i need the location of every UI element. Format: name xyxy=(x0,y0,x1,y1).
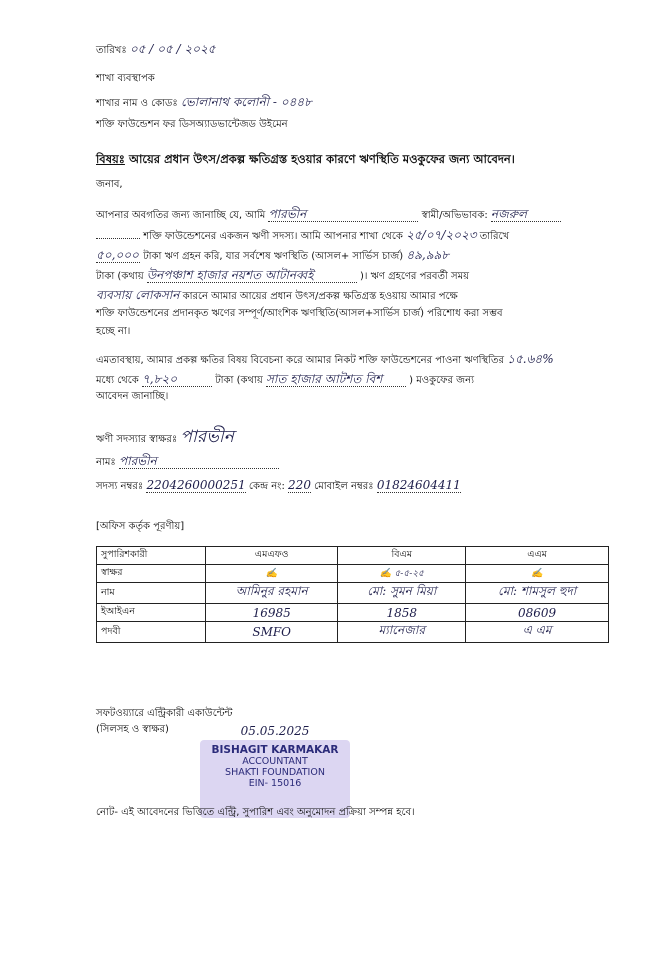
row-header: পদবী xyxy=(97,622,206,643)
accountant-date: 05.05.2025 xyxy=(240,724,310,738)
body-text: )। ঋণ গ্রহণের পরবর্তী সময় xyxy=(359,271,470,282)
salutation: জনাব, xyxy=(96,179,123,190)
center-number: 220 xyxy=(288,478,311,492)
date-value: ০৫ / ০৫ / ২০২৫ xyxy=(129,42,216,56)
applicant-name-line xyxy=(96,454,279,470)
row-header: নাম xyxy=(97,583,206,604)
guardian-field: নজরুল xyxy=(491,207,561,222)
blank-dots xyxy=(96,238,140,239)
signature-cell: ✍ xyxy=(206,565,338,583)
designation-cell: ম্যানেজার xyxy=(338,622,466,643)
member-number: 2204260000251 xyxy=(146,478,246,492)
footer-note: নোট- এই আবেদনের ভিত্তিতে এন্ট্রি, সুপারিশ এবং অনুমোদন প্রক্রিয়া সম্পন্ন হবে। xyxy=(96,807,415,818)
date-label: তারিখঃ xyxy=(96,45,127,56)
body-line-6: শক্তি ফাউন্ডেশনের প্রদানকৃত ঋণের সম্পূর্ণ/আংশিক ঋণস্থিতি(আসল+সার্ভিস চার্জ) পরিশোধ করা সম্ভব xyxy=(96,308,503,319)
stamp-ein: EIN- 15016 xyxy=(248,778,302,789)
body-text: কারনে আমার আয়ের প্রধান উৎস/প্রকল্প ক্ষতিগ্রস্ত হওয়ায় আমার পক্ষে xyxy=(182,291,458,302)
stamp-name: BISHAGIT KARMAKAR xyxy=(211,744,339,756)
subject-text: আয়ের প্রধান উৎস/প্রকল্প ক্ষতিগ্রস্ত হওয়ার কারণে ঋণস্থিতি মওকুফের জন্য আবেদন। xyxy=(128,152,515,166)
ein-cell: 16985 xyxy=(206,604,338,622)
subject-line xyxy=(96,152,515,166)
designation-cell: এ এম xyxy=(466,622,609,643)
branch-line xyxy=(96,95,312,111)
percent-field: ১৫.৬৪% xyxy=(507,352,554,366)
body-line-9 xyxy=(96,372,474,388)
body-text: এমতাবস্থায়, আমার প্রকল্প ক্ষতির বিষয় বিবেচনা করে আমার নিকট শক্তি ফাউন্ডেশনের পাওনা ঋণস্থিতির xyxy=(96,355,505,366)
body-line-4 xyxy=(96,268,469,284)
branch-value: ভোলানাথ কলোনী - ০৪৪৮ xyxy=(180,95,312,109)
column-header: বিএম xyxy=(338,547,466,565)
body-text: টাকা (কথায় xyxy=(215,375,263,386)
column-header: এমএফও xyxy=(206,547,338,565)
stamp-org: SHAKTI FOUNDATION xyxy=(225,767,325,778)
signature-cell: ✍ xyxy=(466,565,609,583)
table-row xyxy=(97,604,609,622)
recipient-title: শাখা ব্যবস্থাপক xyxy=(96,73,155,84)
waiver-amount-field: ৭,৮২০ xyxy=(142,372,212,387)
outstanding-words-field: উনপঞ্চাশ হাজার নয়শত আটানব্বই xyxy=(147,268,357,283)
body-line-10: আবেদন জানাচ্ছি। xyxy=(96,391,169,402)
applicant-signature: পারভীন xyxy=(180,427,234,447)
reason-field: ব্যবসায় লোকসান xyxy=(96,288,180,302)
ein-cell: 08609 xyxy=(466,604,609,622)
accountant-line-1: সফটওয়্যারে এন্ট্রিকারী একাউন্টেন্ট xyxy=(96,708,233,719)
designation-cell: SMFO xyxy=(206,622,338,643)
body-text: শক্তি ফাউন্ডেশনের একজন ঋণী সদস্য। আমি আপনার শাখা থেকে xyxy=(143,231,403,242)
loan-amount-field: ৫০,০০০ xyxy=(96,248,139,262)
member-label: সদস্য নম্বরঃ xyxy=(96,481,144,492)
row-header: ইআইএন xyxy=(97,604,206,622)
loan-date-field: ২৫/০৭/২০২৩ xyxy=(406,228,477,242)
name-cell: মো: শামসুল হুদা xyxy=(466,583,609,604)
body-line-7: হচ্ছে না। xyxy=(96,326,131,337)
applicant-name-field: পারভীন xyxy=(268,207,418,222)
signature-date: ৫-৫-২৫ xyxy=(394,569,424,579)
body-text: স্বামী/অভিভাবক: xyxy=(421,210,488,221)
accountant-line-2: (সিলসহ ও স্বাক্ষর) xyxy=(96,724,169,735)
applicant-name-value: পারভীন xyxy=(119,454,279,469)
body-text: আপনার অবগতির জন্য জানাচ্ছি যে, আমি xyxy=(96,210,266,221)
signature-cell: ✍ ৫-৫-২৫ xyxy=(338,565,466,583)
organization-name: শক্তি ফাউন্ডেশন ফর ডিসঅ্যাডভান্টেজড উইমেন xyxy=(96,119,288,130)
body-text: ) মওকুফের জন্য xyxy=(409,375,474,386)
signature-label: ঋণী সদস্যার স্বাক্ষরঃ xyxy=(96,434,178,445)
center-label: কেন্দ্র নং: xyxy=(248,481,285,492)
member-info-line xyxy=(96,478,461,494)
outstanding-field: ৪৯,৯৯৮ xyxy=(406,248,450,262)
body-line-3 xyxy=(96,248,449,264)
body-text: মধ্যে থেকে xyxy=(96,375,139,386)
table-row xyxy=(97,583,609,604)
body-line-2 xyxy=(96,228,509,244)
date-line xyxy=(96,42,216,58)
mobile-number: 01824604411 xyxy=(376,478,461,492)
body-text: টাকা (কথায় xyxy=(96,271,144,282)
column-header: এএম xyxy=(466,547,609,565)
table-row xyxy=(97,622,609,643)
body-text: টাকা ঋণ গ্রহন করি, যার সর্বশেষ ঋণস্থিতি (আসল+ সার্ভিস চার্জ) xyxy=(143,251,404,262)
branch-label: শাখার নাম ও কোডঃ xyxy=(96,98,178,109)
office-caption: [অফিস কর্তৃক পূরণীয়] xyxy=(96,521,185,532)
table-row xyxy=(97,547,609,565)
table-row xyxy=(97,565,609,583)
body-line-5 xyxy=(96,288,458,304)
mobile-label: মোবাইল নম্বরঃ xyxy=(314,481,374,492)
subject-label: বিষয়ঃ xyxy=(96,152,125,166)
name-label: নামঃ xyxy=(96,457,116,468)
stamp-title: ACCOUNTANT xyxy=(242,756,308,767)
body-line-8 xyxy=(96,352,554,368)
office-table xyxy=(96,546,609,643)
applicant-signature-line xyxy=(96,427,234,447)
row-header: সুপারিশকারী xyxy=(97,547,206,565)
row-header: স্বাক্ষর xyxy=(97,565,206,583)
waiver-words-field: সাত হাজার আটশত বিশ xyxy=(266,372,406,387)
body-line-1 xyxy=(96,207,561,223)
body-text: তারিখে xyxy=(479,231,510,242)
name-cell: মো: সুমন মিয়া xyxy=(338,583,466,604)
name-cell: আমিনুর রহমান xyxy=(206,583,338,604)
ein-cell: 1858 xyxy=(338,604,466,622)
